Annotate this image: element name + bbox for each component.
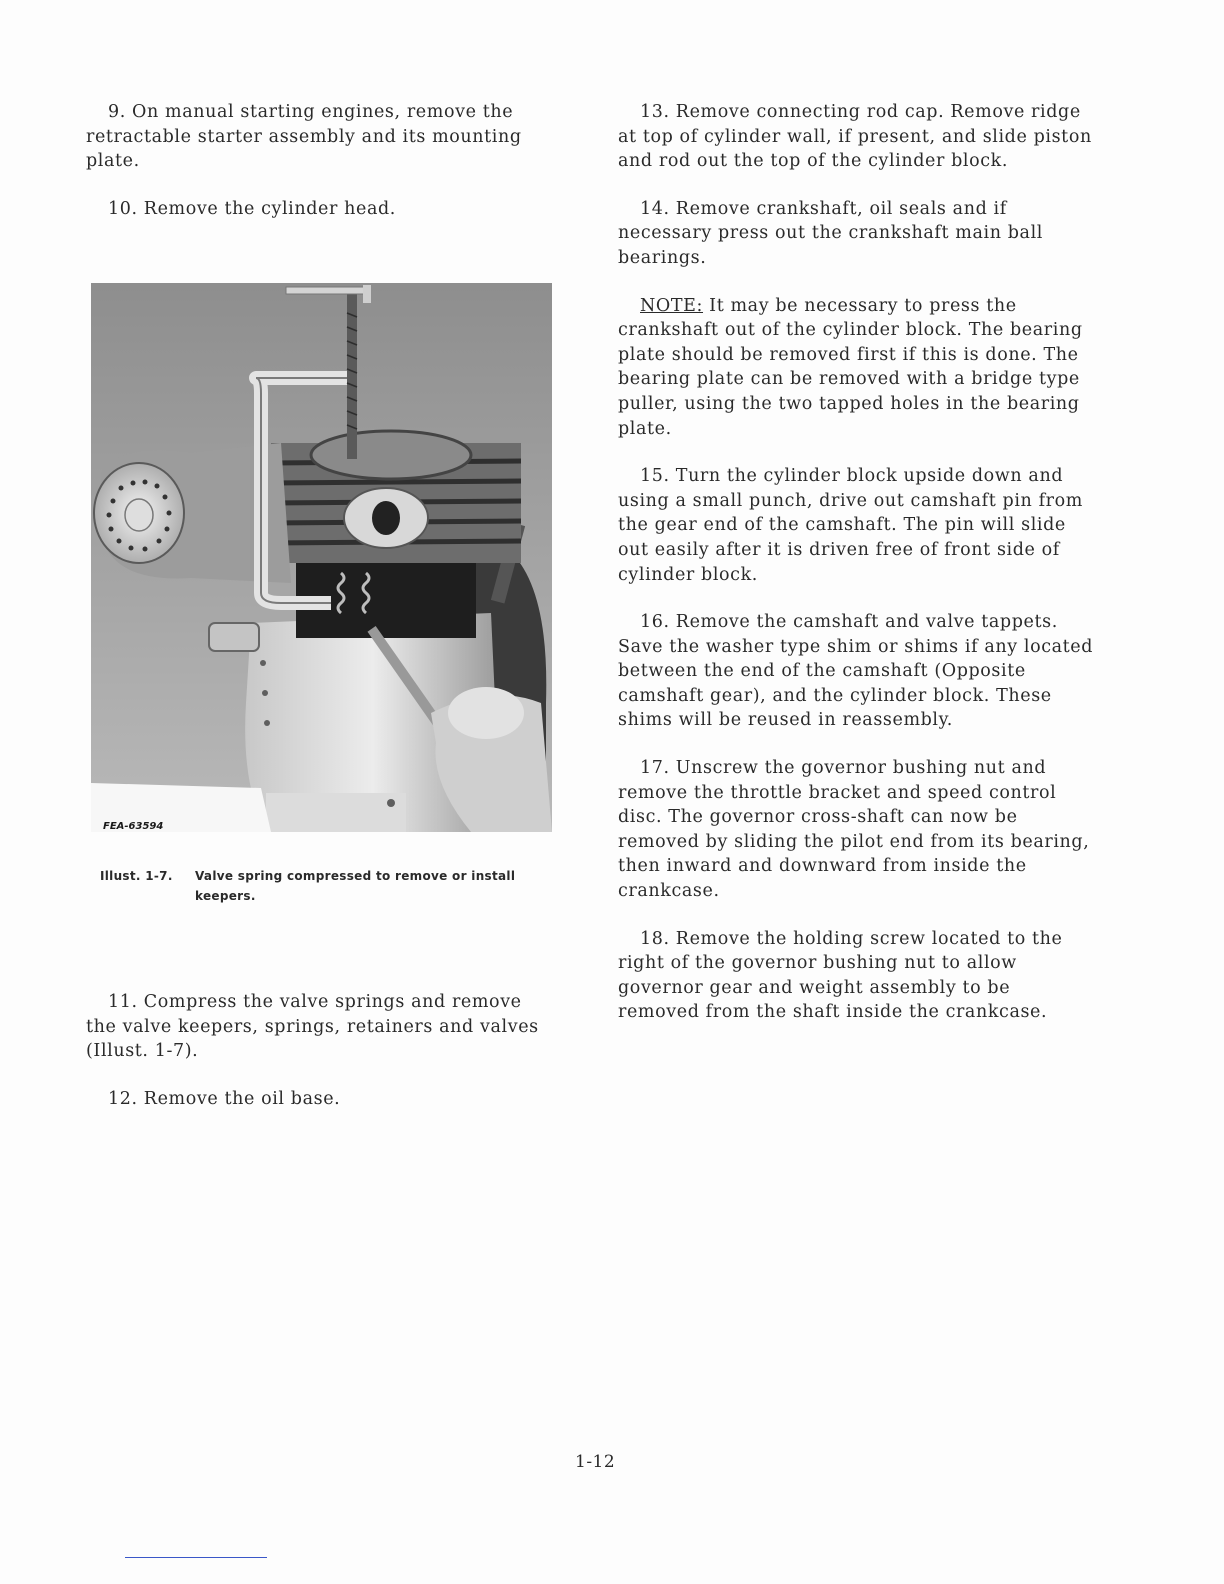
photo-id-label: FEA-63594 <box>103 821 164 832</box>
note <box>618 294 1096 442</box>
step-10: 10. Remove the cylinder head. <box>108 198 396 219</box>
note-text: It may be necessary to press the crankshaft out of the cylinder block. The bearing plate should be removed first if this is done. The bearing plate can be removed with a bridge type puller, using the two tapped holes in the bearing plate. <box>618 295 1083 439</box>
valve-spring-compressor-illustration <box>91 283 552 832</box>
figure-caption <box>100 866 560 906</box>
caption-line-2: keepers. <box>195 889 256 903</box>
right-column <box>618 100 1096 1025</box>
page-number: 1-12 <box>575 1452 616 1472</box>
step-14: 14. Remove crankshaft, oil seals and if necessary press out the crankshaft main ball bearings. <box>618 198 1043 268</box>
step-13: 13. Remove connecting rod cap. Remove ridge at top of cylinder wall, if present, and slide piston and rod out the top of the cylinder block. <box>618 102 1092 172</box>
caption-label: Illust. 1-7. <box>100 869 173 883</box>
footer-rule <box>125 1557 267 1558</box>
left-column-lower <box>86 990 556 1111</box>
engine-photo <box>91 283 552 832</box>
step-12: 12. Remove the oil base. <box>108 1088 341 1109</box>
note-label: NOTE: <box>640 295 704 316</box>
step-18: 18. Remove the holding screw located to the right of the governor bushing nut to allow governor gear and weight assembly to be removed from the shaft inside the crankcase. <box>618 928 1063 1023</box>
step-17: 17. Unscrew the governor bushing nut and remove the throttle bracket and speed control disc. The governor cross-shaft can now be removed by sliding the pilot end from its bearing, then inward and downward from inside the crankcase. <box>618 758 1090 902</box>
step-11: 11. Compress the valve springs and remove the valve keepers, springs, retainers and valves (Illust. 1-7). <box>86 992 539 1062</box>
step-16: 16. Remove the camshaft and valve tappets. Save the washer type shim or shims if any located between the end of the camshaft (Opposite camshaft gear), and the cylinder block. These shims will be reused in reassembly. <box>618 612 1094 731</box>
step-9: 9. On manual starting engines, remove the retractable starter assembly and its mounting plate. <box>86 102 522 172</box>
caption-line-1: Valve spring compressed to remove or install <box>195 869 516 883</box>
left-column-upper <box>86 100 552 221</box>
step-15: 15. Turn the cylinder block upside down and using a small punch, drive out camshaft pin from the gear end of the camshaft. The pin will slide out easily after it is driven free of front side of cylinder block. <box>618 466 1083 585</box>
